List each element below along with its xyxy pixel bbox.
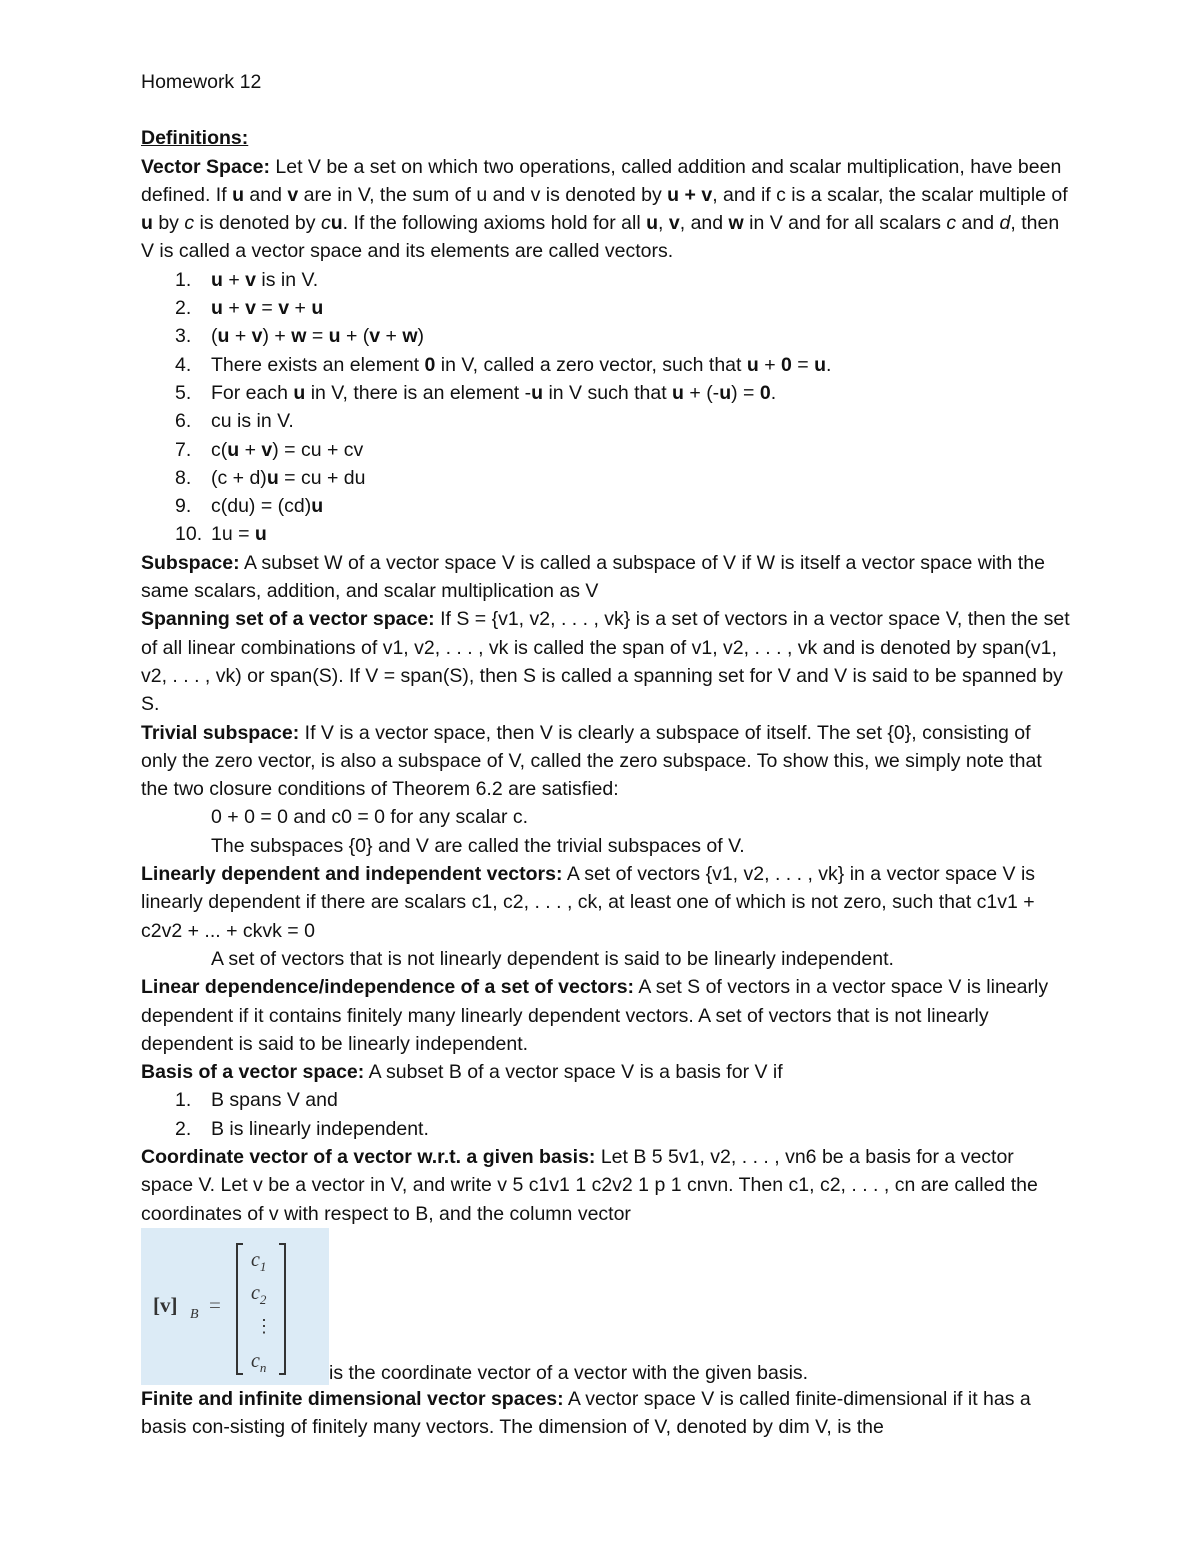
linearly-dependent-vectors-definition: Linearly dependent and independent vectors: A set of vectors {v1, v2, . . . , vk} in a vector space V is linearly dependent if there are scalars c1, c2, . . . , ck, at least one of which is not zero, such that c1v1 + c2v2 + ... + ckvk = 0 — [141, 863, 1036, 942]
basis-term: Basis of a vector space: — [141, 1061, 365, 1084]
basis-definition: Basis of a vector space: A subset B of a vector space V is a basis for V if — [141, 1061, 783, 1084]
finite-infinite-definition: Finite and infinite dimensional vector spaces: A vector space V is called finite-dimensional if it has a basis con-sisting of finitely many vectors. The dimension of V, denoted by dim V, is the — [141, 1387, 1031, 1439]
finite-infinite-term: Finite and infinite dimensional vector spaces: — [141, 1387, 564, 1410]
trivial-subspace-line-1: 0 + 0 = 0 and c0 = 0 for any scalar c. — [211, 806, 529, 829]
axiom-item: 9. c(du) = (cd)u — [175, 495, 324, 518]
vector-space-definition: Vector Space: Let V be a set on which two operations, called addition and scalar multiplication, have been defined. If u and v are in V, the sum of u and v is denoted by u + v, and if c is a scalar, the scalar multiple of u by c is denoted by cu. If the following axioms hold for all u, v, and w in V and for all scalars c and d, then V is called a vector space and its elements are called vectors. — [141, 155, 1068, 263]
coordinate-vector-figure-row — [141, 1228, 1071, 1385]
left-bracket-icon — [237, 1244, 243, 1374]
matrix-entry-vdots: ⋮ — [255, 1315, 273, 1337]
axiom-item: 8. (c + d)u = cu + du — [175, 466, 366, 489]
axiom-item: 10. 1u = u — [175, 523, 267, 546]
vector-space-term: Vector Space: — [141, 155, 270, 178]
coordinate-vector-term: Coordinate vector of a vector w.r.t. a given basis: — [141, 1145, 596, 1168]
linearly-dependent-vectors-term: Linearly dependent and independent vectors: — [141, 863, 563, 886]
matrix-entry-2: $c_2$ — [251, 1281, 267, 1307]
document-title: Homework 12 — [141, 71, 262, 93]
subspace-term: Subspace: — [141, 551, 240, 574]
linearly-independent-note: A set of vectors that is not linearly dependent is said to be linearly independent. — [211, 947, 894, 970]
coordinate-vector-matrix-image — [141, 1228, 329, 1385]
axioms-list — [141, 266, 1071, 549]
spanning-set-term: Spanning set of a vector space: — [141, 608, 435, 631]
matrix-entry-1: $c_1$ — [251, 1248, 267, 1274]
axiom-item: 7. c(u + v) = cu + cv — [175, 438, 364, 461]
trivial-subspace-line-2: The subspaces {0} and V are called the trivial subspaces of V. — [211, 834, 745, 857]
basis-condition-item: 1. B spans V and — [175, 1089, 338, 1112]
matrix-entry-n: $c_n$ — [251, 1349, 267, 1375]
right-bracket-icon — [279, 1244, 285, 1374]
subspace-definition: Subspace: A subset W of a vector space V is called a subspace of V if W is itself a vector space with the same scalars, addition, and scalar multiplication as V — [141, 551, 1045, 603]
basis-conditions-list — [141, 1086, 1071, 1143]
axiom-item: 2. u + v = v + u — [175, 297, 324, 320]
spanning-set-definition: Spanning set of a vector space: If S = {v1, v2, . . . , vk} is a set of vectors in a vector space V, then the set of all linear combinations of v1, v2, . . . , vk is called the span of v1, v2, . . . , vk and is denoted by span(v1, v2, . . . , vk) or span(S). If V = span(S), then S is called a spanning set for V and V is said to be spanned by S. — [141, 608, 1070, 716]
trivial-subspace-term: Trivial subspace: — [141, 721, 300, 744]
axiom-item: 6. cu is in V. — [175, 410, 294, 433]
coordinate-vector-caption: is the coordinate vector of a vector with the given basis. — [329, 1361, 809, 1384]
definitions-heading: Definitions: — [141, 127, 249, 150]
axiom-item: 4. There exists an element 0 in V, called a zero vector, such that u + 0 = u. — [175, 353, 832, 376]
matrix-lhs: [v] — [153, 1292, 178, 1317]
coordinate-vector-definition: Coordinate vector of a vector w.r.t. a given basis: Let B 5 5v1, v2, . . . , vn6 be a basis for a vector space V. Let v be a vector in V, and write v 5 c1v1 1 c2v2 1 p 1 cnvn. Then c1, c2, . . . , cn are called the coordinates of v with respect to B, and the column vector — [141, 1145, 1038, 1225]
matrix-equals: = — [209, 1292, 221, 1317]
linear-dependence-set-term: Linear dependence/independence of a set of vectors: — [141, 976, 635, 999]
basis-condition-item: 2. B is linearly independent. — [175, 1117, 429, 1140]
trivial-subspace-definition: Trivial subspace: If V is a vector space, then V is clearly a subspace of itself. The set {0}, consisting of only the zero vector, is also a subspace of V, called the zero subspace. To show this, we simply note that the two closure conditions of Theorem 6.2 are satisfied: — [141, 721, 1042, 801]
axiom-item: 3. (u + v) + w = u + (v + w) — [175, 325, 425, 348]
linear-dependence-set-definition: Linear dependence/independence of a set of vectors: A set S of vectors in a vector space V is linearly dependent if it contains finitely many linearly dependent vectors. A set of vectors that is not linearly dependent is said to be linearly independent. — [141, 976, 1049, 1055]
matrix-subscript: B — [190, 1306, 199, 1322]
axiom-item: 1. u + v is in V. — [175, 268, 319, 291]
document-page — [141, 68, 1071, 1441]
axiom-item: 5. For each u in V, there is an element -u in V such that u + (-u) = 0. — [175, 381, 777, 404]
